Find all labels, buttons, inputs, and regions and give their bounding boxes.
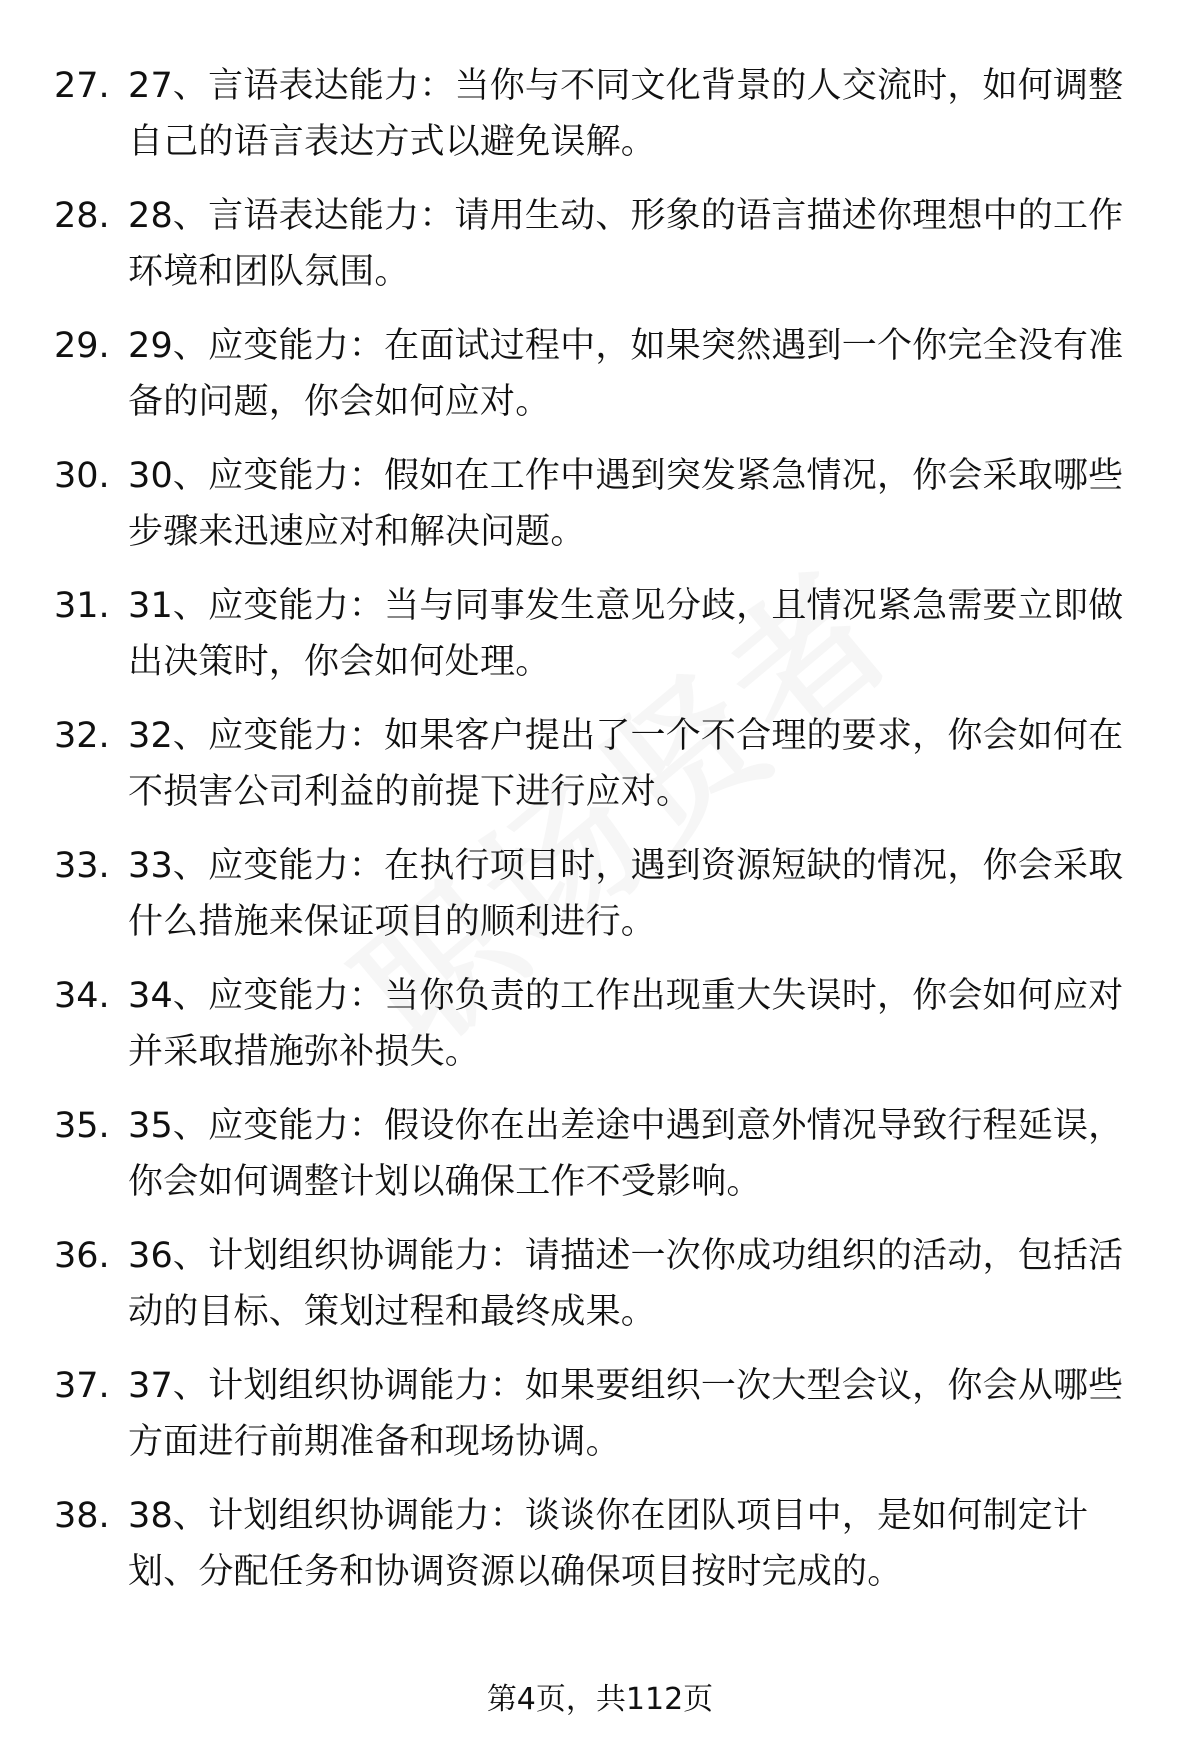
item-text: 29、应变能力：在面试过程中，如果突然遇到一个你完全没有准备的问题，你会如何应对。 (128, 326, 1124, 422)
item-text: 38、计划组织协调能力：谈谈你在团队项目中，是如何制定计划、分配任务和协调资源以确保项目按时完成的。 (128, 1496, 1089, 1592)
list-item (54, 578, 1154, 708)
item-number: 27. (54, 66, 110, 106)
item-text: 35、应变能力：假设你在出差途中遇到意外情况导致行程延误，你会如何调整计划以确保工作不受影响。 (128, 1106, 1124, 1202)
item-number: 29. (54, 326, 110, 366)
list-item (54, 318, 1154, 448)
item-text: 27、言语表达能力：当你与不同文化背景的人交流时，如何调整自己的语言表达方式以避免误解。 (128, 66, 1124, 162)
page-footer: 第4页，共112页 (486, 1682, 714, 1717)
list-item (54, 708, 1154, 838)
list-item (54, 448, 1154, 578)
item-text: 36、计划组织协调能力：请描述一次你成功组织的活动，包括活动的目标、策划过程和最终成果。 (128, 1236, 1124, 1332)
list-item (54, 838, 1154, 968)
item-number: 35. (54, 1106, 110, 1146)
item-number: 32. (54, 716, 110, 756)
question-list (54, 58, 1154, 1618)
list-item (54, 1488, 1154, 1618)
item-number: 31. (54, 586, 110, 626)
item-number: 38. (54, 1496, 110, 1536)
list-item (54, 188, 1154, 318)
item-number: 33. (54, 846, 110, 886)
item-number: 28. (54, 196, 110, 236)
item-text: 31、应变能力：当与同事发生意见分歧，且情况紧急需要立即做出决策时，你会如何处理。 (128, 586, 1124, 682)
item-text: 32、应变能力：如果客户提出了一个不合理的要求，你会如何在不损害公司利益的前提下进行应对。 (128, 716, 1124, 812)
item-text: 33、应变能力：在执行项目时，遇到资源短缺的情况，你会采取什么措施来保证项目的顺利进行。 (128, 846, 1124, 942)
item-text: 28、言语表达能力：请用生动、形象的语言描述你理想中的工作环境和团队氛围。 (128, 196, 1124, 292)
item-number: 30. (54, 456, 110, 496)
item-number: 36. (54, 1236, 110, 1276)
list-item (54, 968, 1154, 1098)
list-item (54, 1228, 1154, 1358)
item-text: 30、应变能力：假如在工作中遇到突发紧急情况，你会采取哪些步骤来迅速应对和解决问题。 (128, 456, 1124, 552)
item-number: 34. (54, 976, 110, 1016)
list-item (54, 1098, 1154, 1228)
item-text: 37、计划组织协调能力：如果要组织一次大型会议，你会从哪些方面进行前期准备和现场协调。 (128, 1366, 1124, 1462)
item-number: 37. (54, 1366, 110, 1406)
list-item (54, 1358, 1154, 1488)
item-text: 34、应变能力：当你负责的工作出现重大失误时，你会如何应对并采取措施弥补损失。 (128, 976, 1124, 1072)
list-item (54, 58, 1154, 188)
